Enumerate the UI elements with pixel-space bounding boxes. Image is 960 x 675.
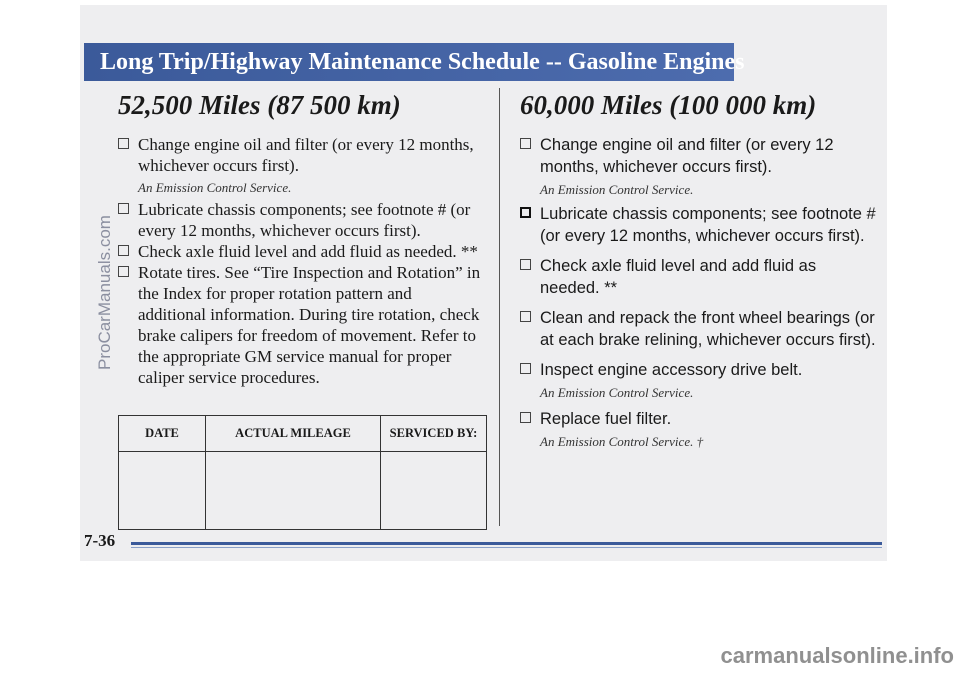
left-column [118,88,483,388]
mileage-cell[interactable] [206,452,381,530]
checkbox-icon[interactable] [520,311,531,322]
right-column [520,88,880,453]
bottom-watermark: carmanualsonline.info [720,643,954,668]
checklist-item: Change engine oil and filter (or every 12 months, whichever occurs first). [520,134,880,178]
footer-rule-thin [131,547,882,548]
checkbox-icon[interactable] [520,207,531,218]
header-date: DATE [119,416,206,452]
checklist-item: Lubricate chassis components; see footnote # (or every 12 months, whichever occurs first). [520,203,880,247]
checklist-item: Rotate tires. See “Tire Inspection and Rotation” in the Index for proper rotation pattern and additional information. During tire rotation, check brake calipers for freedom of movement. Refer to the appropriate GM service manual for proper caliper service procedures. [118,262,483,388]
footer-rule [131,542,882,545]
checkbox-icon[interactable] [520,412,531,423]
checklist-item: Lubricate chassis components; see footnote # (or every 12 months, whichever occurs first). [118,199,483,241]
table-row [119,452,487,530]
checklist-item: Replace fuel filter. [520,408,880,430]
table-header-row [119,416,487,452]
item-note: An Emission Control Service. [540,385,694,400]
checkbox-icon[interactable] [520,259,531,270]
date-cell[interactable] [119,452,206,530]
checkbox-icon[interactable] [520,138,531,149]
column-divider [499,88,500,526]
checklist-item: Clean and repack the front wheel bearings (or at each brake relining, whichever occurs first). [520,307,880,351]
checkbox-icon[interactable] [118,138,129,149]
checkbox-icon[interactable] [118,203,129,214]
checklist-item: Inspect engine accessory drive belt. [520,359,880,381]
section-banner: Long Trip/Highway Maintenance Schedule -- Gasoline Engines [84,43,734,81]
checklist-item: Change engine oil and filter (or every 12 months, whichever occurs first). [118,134,483,176]
item-note: An Emission Control Service. [138,180,292,195]
checkbox-icon[interactable] [118,245,129,256]
page-number: 7-36 [84,531,116,550]
service-record-table [118,415,487,530]
checklist-item: Check axle fluid level and add fluid as needed. ** [118,241,483,262]
left-heading: 52,500 Miles (87 500 km) [118,90,401,120]
serviced-by-cell[interactable] [381,452,487,530]
header-serviced-by: SERVICED BY: [381,416,487,452]
item-note: An Emission Control Service. † [540,434,704,449]
header-mileage: ACTUAL MILEAGE [206,416,381,452]
right-heading: 60,000 Miles (100 000 km) [520,90,817,120]
item-note: An Emission Control Service. [540,182,694,197]
checklist-item: Check axle fluid level and add fluid as needed. ** [520,255,880,299]
checkbox-icon[interactable] [520,363,531,374]
side-watermark: ProCarManuals.com [95,215,114,370]
checkbox-icon[interactable] [118,266,129,277]
